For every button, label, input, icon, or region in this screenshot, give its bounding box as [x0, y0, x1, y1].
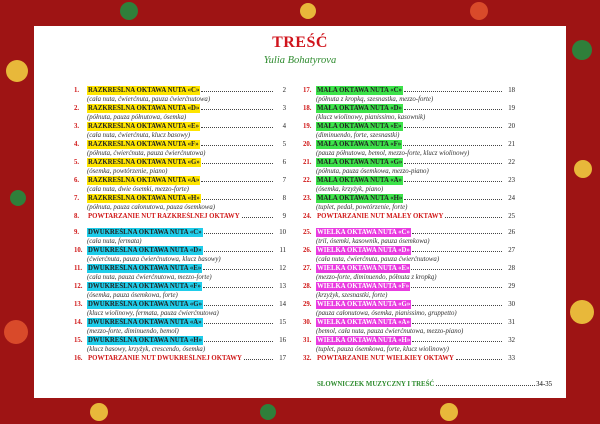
toc-entry-number: 9.	[74, 229, 80, 236]
toc-entry-description: (cała nuta, ćwierćnuta, klucz basowy)	[87, 132, 191, 139]
dot-leader	[242, 217, 273, 218]
toc-entry[interactable]	[74, 264, 286, 282]
toc-entry-label: MAŁA OKTAWA NUTA «E»	[317, 123, 402, 130]
toc-entry-page: 29	[508, 283, 515, 290]
toc-entry-page: 8	[282, 195, 286, 202]
toc-entry-page: 6	[282, 159, 286, 166]
toc-entry-description: (cała nuta, ćwierćnuta, pauza ćwierćnutowa)	[316, 256, 440, 263]
toc-entry-page: 32	[508, 337, 515, 344]
toc-entry-description: (półnuta, ćwierćnuta, pauza ćwierćnutowa)	[87, 150, 206, 157]
dot-leader	[203, 287, 273, 288]
toc-entry-label: DWUKREŚLNA OKTAWA NUTA «D»	[88, 247, 202, 254]
toc-entry[interactable]	[303, 140, 515, 158]
toc-entry-label: DWUKREŚLNA OKTAWA NUTA «H»	[88, 337, 202, 344]
toc-entry-description: (mezzo-forte, diminuendo, bemol)	[87, 328, 179, 335]
toc-entry[interactable]	[74, 354, 286, 364]
toc-entry-page: 23	[508, 177, 515, 184]
dot-leader	[445, 217, 502, 218]
toc-entry-number: 4.	[74, 141, 80, 148]
toc-entry[interactable]	[74, 86, 286, 104]
toc-entry-description: (półnuta, pauza ósemkowa, mezzo-piano)	[316, 168, 429, 175]
toc-right-column	[303, 86, 515, 364]
dot-leader	[412, 251, 502, 252]
toc-entry-number: 11.	[74, 265, 83, 272]
toc-entry[interactable]	[303, 246, 515, 264]
toc-entry-heading	[87, 264, 274, 273]
toc-entry-label: WIELKA OKTAWA NUTA «H»	[317, 337, 411, 344]
toc-entry-heading	[87, 212, 274, 221]
ornament-decoration	[4, 320, 28, 344]
ornament-decoration	[6, 60, 28, 82]
toc-entry-heading	[316, 212, 503, 221]
toc-entry-number: 32.	[303, 355, 312, 362]
toc-entry-label: DWUKREŚLNA OKTAWA NUTA «E»	[88, 265, 202, 272]
toc-entry-label: POWTARZANIE NUT WIELKIEY OKTAWY	[317, 355, 454, 362]
dot-leader	[404, 163, 502, 164]
toc-entry-heading	[316, 228, 503, 237]
toc-entry-number: 5.	[74, 159, 80, 166]
toc-entry-description: (cała nuta, ćwierćnuta, pauza ćwierćnutowa)	[87, 96, 211, 103]
toc-entry-number: 10.	[74, 247, 83, 254]
dot-leader	[244, 359, 273, 360]
toc-entry-page: 15	[279, 319, 286, 326]
toc-entry-number: 8.	[74, 213, 80, 220]
toc-entry-page: 21	[508, 141, 515, 148]
toc-entry-label: MAŁA OKTAWA NUTA «G»	[317, 159, 403, 166]
toc-entry[interactable]	[74, 194, 286, 212]
toc-entry-heading	[87, 246, 274, 255]
toc-entry[interactable]	[74, 282, 286, 300]
toc-entry-number: 12.	[74, 283, 83, 290]
toc-entry[interactable]	[74, 122, 286, 140]
ornament-decoration	[574, 160, 592, 178]
toc-entry-label: WIELKA OKTAWA NUTA «C»	[317, 229, 410, 236]
toc-entry[interactable]	[303, 228, 515, 246]
page-title: TREŚĆ	[272, 34, 328, 51]
ornament-decoration	[470, 2, 488, 20]
toc-entry-description: (pauza całonutowa, ósemka, pianissimo, gruppetto)	[316, 310, 457, 317]
dot-leader	[204, 323, 273, 324]
dot-leader	[204, 233, 273, 234]
toc-entry-page: 25	[508, 213, 515, 220]
toc-entry-number: 1.	[74, 87, 80, 94]
toc-entry-number: 7.	[74, 195, 80, 202]
toc-entry-heading	[316, 354, 503, 363]
toc-entry-page: 19	[508, 105, 515, 112]
toc-entry-number: 30.	[303, 319, 312, 326]
dot-leader	[201, 91, 273, 92]
toc-entry-label: RAZKREŚLNA OKTAWA NUTA «H»	[88, 195, 200, 202]
toc-entry-label: RAZKREŚLNA OKTAWA NUTA «A»	[88, 177, 200, 184]
dot-leader	[404, 127, 502, 128]
toc-entry[interactable]	[303, 264, 515, 282]
dot-leader	[412, 233, 502, 234]
toc-entry-heading	[87, 140, 274, 149]
ornament-decoration	[260, 404, 276, 420]
toc-entry-page: 20	[508, 123, 515, 130]
toc-entry-heading	[316, 104, 503, 113]
toc-entry-page: 30	[508, 301, 515, 308]
toc-entry-page: 9	[282, 213, 286, 220]
toc-entry-number: 21.	[303, 159, 312, 166]
toc-entry-page: 5	[282, 141, 286, 148]
toc-entry-label: RAZKREŚLNA OKTAWA NUTA «C»	[88, 87, 200, 94]
ornament-decoration	[90, 403, 108, 421]
toc-entry-page: 34-35	[536, 381, 552, 388]
toc-entry-label: DWUKREŚLNA OKTAWA NUTA «C»	[88, 229, 202, 236]
toc-entry-heading	[87, 300, 274, 309]
toc-entry-label: POWTARZANIE NUT RAZKREŚLNEJ OKTAWY	[88, 213, 240, 220]
toc-entry[interactable]	[74, 246, 286, 264]
toc-entry-label: RAZKREŚLNA OKTAWA NUTA «F»	[88, 141, 199, 148]
toc-entry-description: (mezzo-forte, diminuendo, półnuta z kropką)	[316, 274, 437, 281]
toc-left-column	[74, 86, 286, 364]
toc-entry-heading	[316, 194, 503, 203]
dot-leader	[201, 145, 273, 146]
toc-entry-label: WIELKA OKTAWA NUTA «D»	[317, 247, 410, 254]
toc-entry-description: (półnuta, pauza półnutowa, ósemka)	[87, 114, 187, 121]
toc-entry-page: 11	[279, 247, 286, 254]
toc-entry-page: 33	[508, 355, 515, 362]
toc-entry-label: MAŁA OKTAWA NUTA «D»	[317, 105, 402, 112]
toc-entry-description: (ćwierćnuta, pauza ćwierćnutowa, klucz basowy)	[87, 256, 221, 263]
toc-entry-number: 27.	[303, 265, 312, 272]
toc-entry-number: 16.	[74, 355, 83, 362]
toc-entry[interactable]	[303, 158, 515, 176]
toc-entry-heading	[316, 300, 503, 309]
toc-entry-label: MAŁA OKTAWA NUTA «F»	[317, 141, 402, 148]
toc-entry-description: (bemol, cała nuta, pauza ćwierćnutowa, mezzo-piano)	[316, 328, 464, 335]
toc-entry-heading	[87, 122, 274, 131]
dot-leader	[412, 323, 502, 324]
dot-leader	[202, 199, 273, 200]
toc-entry-heading	[87, 158, 274, 167]
toc-entry-page: 12	[279, 265, 286, 272]
dot-leader	[201, 127, 273, 128]
toc-entry-number: 2.	[74, 105, 80, 112]
toc-entry[interactable]	[303, 354, 515, 364]
toc-entry-number: 24.	[303, 213, 312, 220]
toc-entry-heading	[87, 318, 274, 327]
dot-leader	[403, 145, 502, 146]
dot-leader	[404, 199, 502, 200]
toc-entry-description: (cała nuta, dwie ósemki, mezzo-forte)	[87, 186, 189, 193]
toc-entry-page: 7	[282, 177, 286, 184]
toc-entry-number: 29.	[303, 301, 312, 308]
toc-entry-description: (tuplet, pauza ósemkowa, forte, klucz wiolinowy)	[316, 346, 449, 353]
dot-leader	[411, 269, 502, 270]
toc-entry-number: 26.	[303, 247, 312, 254]
dot-leader	[203, 269, 273, 270]
toc-entry-label: MAŁA OKTAWA NUTA «H»	[317, 195, 403, 202]
ornament-decoration	[570, 300, 594, 324]
toc-entry-page: 26	[508, 229, 515, 236]
toc-entry-label: WIELKA OKTAWA NUTA «E»	[317, 265, 410, 272]
toc-entry[interactable]	[74, 212, 286, 222]
toc-entry-description: (półnuta, pauza całonutowa, pauza ósemkowa)	[87, 204, 216, 211]
dot-leader	[436, 385, 535, 386]
toc-entry-page: 16	[279, 337, 286, 344]
toc-entry[interactable]	[74, 140, 286, 158]
toc-entry-page: 3	[282, 105, 286, 112]
ornament-decoration	[10, 190, 26, 206]
toc-entry-page: 4	[282, 123, 286, 130]
toc-entry-heading	[316, 176, 503, 185]
toc-entry-page: 24	[508, 195, 515, 202]
toc-entry-description: (klucz basowy, krzyżyk, crescendo, ósemka)	[87, 346, 206, 353]
toc-entry-description: (tril, ósemki, kasownik, pauza ósemkowa)	[316, 238, 430, 245]
toc-entry-number: 31.	[303, 337, 312, 344]
toc-entry-number: 14.	[74, 319, 83, 326]
author-name: Yulia Bohatyrova	[263, 55, 337, 66]
toc-entry-heading	[87, 176, 274, 185]
toc-entry-label: DWUKREŚLNA OKTAWA NUTA «A»	[88, 319, 202, 326]
dot-leader	[456, 359, 502, 360]
toc-entry-description: (klucz wiolinowy, fermata, pauza ćwierćnutowa)	[87, 310, 219, 317]
ornament-decoration	[120, 2, 138, 20]
toc-entry-label: WIELKA OKTAWA NUTA «G»	[317, 301, 411, 308]
dot-leader	[411, 287, 502, 288]
toc-entry[interactable]	[74, 104, 286, 122]
toc-entry-heading	[316, 86, 503, 95]
toc-entry-heading	[87, 86, 274, 95]
toc-entry-heading	[87, 282, 274, 291]
toc-entry-page: 18	[508, 87, 515, 94]
toc-entry-label: RAZKREŚLNA OKTAWA NUTA «G»	[88, 159, 200, 166]
toc-entry-label: POWTARZANIE NUT DWUKREŚLNEJ OKTAWY	[88, 355, 242, 362]
toc-entry[interactable]	[74, 176, 286, 194]
toc-entry[interactable]	[303, 282, 515, 300]
toc-entry-number: 15.	[74, 337, 83, 344]
toc-entry[interactable]	[303, 86, 515, 104]
ornament-decoration	[300, 3, 316, 19]
toc-entry-heading	[316, 318, 503, 327]
toc-entry-number: 6.	[74, 177, 80, 184]
toc-entry-description: (ósemka, krzyżyk, piano)	[316, 186, 384, 193]
toc-entry-number: 25.	[303, 229, 312, 236]
toc-entry-label: WIELKA OKTAWA NUTA «F»	[317, 283, 410, 290]
toc-entry-page: 17	[279, 355, 286, 362]
dot-leader	[201, 109, 273, 110]
toc-entry-description: (klucz wiolinowy, pianissimo, kasownik)	[316, 114, 426, 121]
toc-entry[interactable]	[303, 318, 515, 336]
toc-entry-description: (ósemka, pauza ósemkowa, forte)	[87, 292, 178, 299]
toc-entry[interactable]	[74, 318, 286, 336]
toc-entry-label: SŁOWNICZEK MUZYCZNY I TREŚĆ	[317, 381, 435, 388]
toc-entry-description: (diminuendo, forte, szesnastki)	[316, 132, 400, 139]
toc-entry-description: (cała nuta, fermata)	[87, 238, 142, 245]
toc-entry-heading	[316, 140, 503, 149]
toc-entry[interactable]	[303, 122, 515, 140]
toc-entry-label: RAZKREŚLNA OKTAWA NUTA «E»	[88, 123, 199, 130]
toc-entry-description: (krzyżyk, szesnastki, forte)	[316, 292, 388, 299]
toc-entry-page: 22	[508, 159, 515, 166]
ornament-decoration	[440, 403, 458, 421]
toc-entry-heading	[87, 104, 274, 113]
toc-entry-label: DWUKREŚLNA OKTAWA NUTA «G»	[88, 301, 202, 308]
toc-entry[interactable]	[303, 194, 515, 212]
toc-entry[interactable]	[74, 158, 286, 176]
toc-entry-number: 28.	[303, 283, 312, 290]
dot-leader	[201, 181, 273, 182]
toc-entry[interactable]	[74, 300, 286, 318]
toc-entry-number: 19.	[303, 123, 312, 130]
toc-entry[interactable]	[74, 228, 286, 246]
toc-entry-page: 2	[282, 87, 286, 94]
toc-entry-label: DWUKREŚLNA OKTAWA NUTA «F»	[88, 283, 201, 290]
toc-entry-heading	[316, 246, 503, 255]
toc-entry-heading	[316, 336, 503, 345]
toc-entry-page: 28	[508, 265, 515, 272]
toc-entry-heading	[316, 282, 503, 291]
toc-entry-page: 31	[508, 319, 515, 326]
toc-entry[interactable]	[74, 336, 286, 354]
toc-entry-number: 3.	[74, 123, 80, 130]
dot-leader	[404, 109, 502, 110]
toc-entry-number: 23.	[303, 195, 312, 202]
toc-entry-description: (tuplet, pedał, powtórzenie, forte)	[316, 204, 408, 211]
toc-entry-page: 13	[279, 283, 286, 290]
toc-entry-heading	[316, 122, 503, 131]
toc-dictionary-entry[interactable]	[316, 380, 552, 389]
toc-entry-description: (cała nuta, pauza ćwierćnutowa, mezzo-forte)	[87, 274, 212, 281]
toc-entry-page: 14	[279, 301, 286, 308]
toc-entry-label: POWTARZANIE NUT MAŁEY OKTAWY	[317, 213, 444, 220]
toc-entry-heading	[316, 264, 503, 273]
toc-entry-page: 27	[508, 247, 515, 254]
toc-entry-number: 17.	[303, 87, 312, 94]
toc-entry-number: 13.	[74, 301, 83, 308]
ornament-decoration	[572, 40, 592, 60]
toc-entry-label: MAŁA OKTAWA NUTA «A»	[317, 177, 402, 184]
dot-leader	[204, 251, 273, 252]
dot-leader	[204, 341, 273, 342]
toc-entry-label: MAŁA OKTAWA NUTA «C»	[317, 87, 402, 94]
dot-leader	[404, 181, 502, 182]
dot-leader	[202, 163, 273, 164]
toc-entry-description: (półnuta z kropką, szesnastka, mezzo-forte)	[316, 96, 434, 103]
toc-entry-number: 18.	[303, 105, 312, 112]
toc-entry-description: (ósemka, powtórzenie, piano)	[87, 168, 168, 175]
dot-leader	[204, 305, 273, 306]
dot-leader	[404, 91, 502, 92]
toc-entry[interactable]	[303, 104, 515, 122]
toc-entry-heading	[316, 158, 503, 167]
dot-leader	[412, 341, 502, 342]
toc-entry-heading	[87, 354, 274, 363]
toc-entry-page: 10	[279, 229, 286, 236]
toc-entry[interactable]	[303, 300, 515, 318]
toc-entry-number: 22.	[303, 177, 312, 184]
toc-entry-label: WIELKA OKTAWA NUTA «A»	[317, 319, 410, 326]
dot-leader	[412, 305, 502, 306]
toc-entry[interactable]	[303, 336, 515, 354]
toc-entry-number: 20.	[303, 141, 312, 148]
toc-entry[interactable]	[303, 212, 515, 222]
toc-entry-label: RAZKREŚLNA OKTAWA NUTA «D»	[88, 105, 200, 112]
toc-entry-heading	[87, 228, 274, 237]
toc-entry[interactable]	[303, 176, 515, 194]
toc-entry-description: (pauza półnutowa, bemol, mezzo-forte, klucz wiolinowy)	[316, 150, 470, 157]
toc-entry-heading	[87, 336, 274, 345]
toc-entry-heading	[87, 194, 274, 203]
